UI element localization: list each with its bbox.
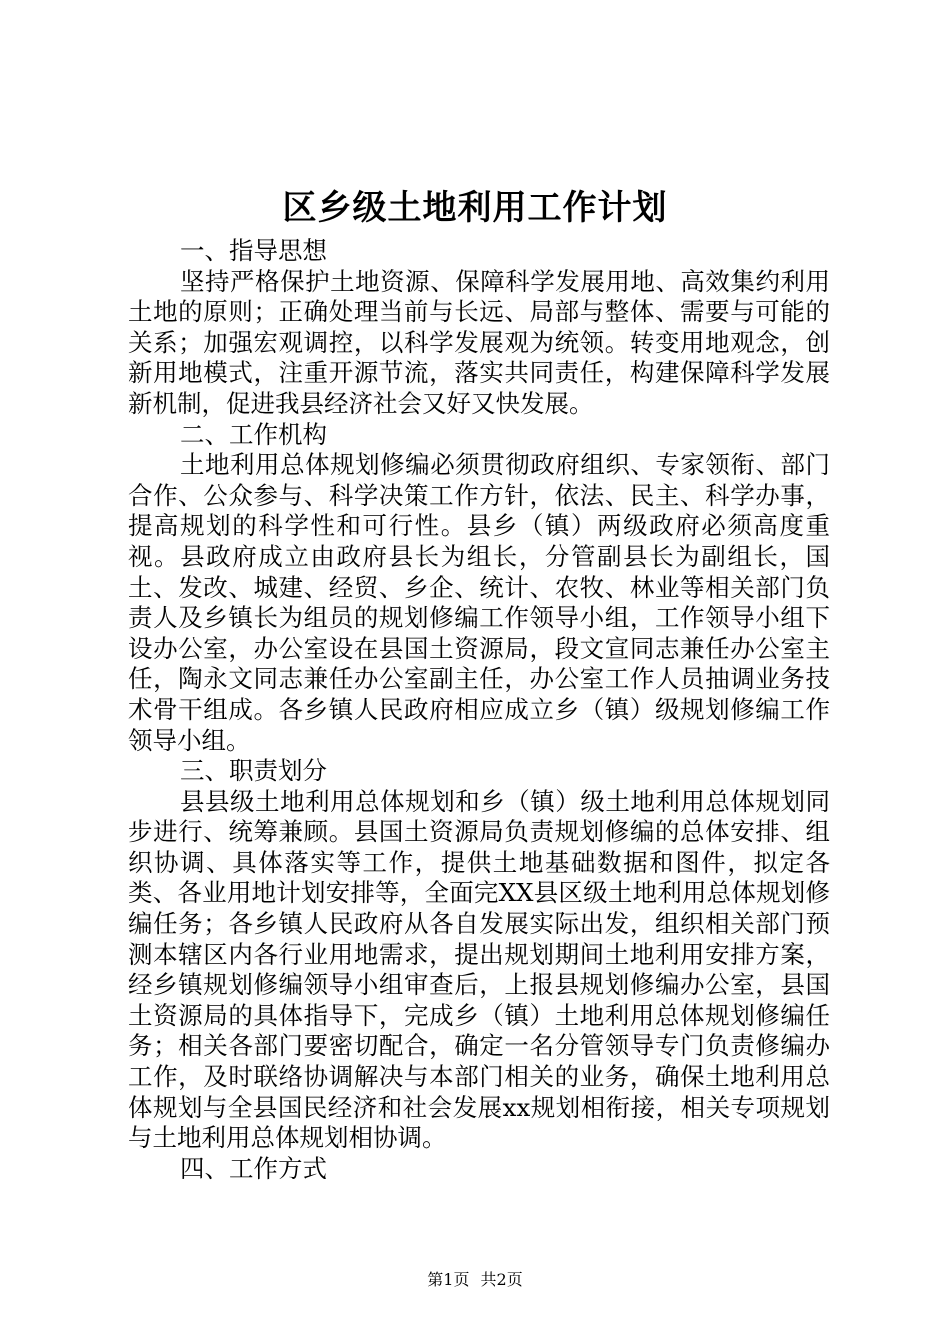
page-total: 共2页 — [480, 1270, 523, 1289]
section-heading-work-organization: 二、工作机构 — [180, 419, 327, 449]
section-body-guiding-ideology: 坚持严格保护土地资源、保障科学发展用地、高效集约利用土地的原则；正确处理当前与长远、局部与整体、需要与可能的关系；加强宏观调控，以科学发展观为统领。转变用地观念，创新用地模式，注重开源节流，落实共同责任，构建保障科学发展新机制，促进我县经济社会又好又快发展。 — [128, 266, 830, 418]
section-body-responsibilities: 县县级土地利用总体规划和乡（镇）级土地利用总体规划同步进行、统筹兼顾。县国土资源局负责规划修编的总体安排、组织协调、具体落实等工作，提供土地基础数据和图件，拟定各类、各业用地计划安排等，全面完XX县区级土地利用总体规划修编任务；各乡镇人民政府从各自发展实际出发，组织相关部门预测本辖区内各行业用地需求，提出规划期间土地利用安排方案，经乡镇规划修编领导小组审查后，上报县规划修编办公室，县国土资源局的具体指导下，完成乡（镇）土地利用总体规划修编任务；相关各部门要密切配合，确定一名分管领导专门负责修编办工作，及时联络协调解决与本部门相关的业务，确保土地利用总体规划与全县国民经济和社会发展xx规划相衔接，相关专项规划与土地利用总体规划相协调。 — [128, 786, 830, 1153]
page-footer — [0, 1270, 950, 1290]
page-number: 第1页 — [427, 1270, 470, 1289]
section-heading-guiding-ideology: 一、指导思想 — [180, 236, 327, 265]
section-body-work-organization: 土地利用总体规划修编必须贯彻政府组织、专家领衔、部门合作、公众参与、科学决策工作方针，依法、民主、科学办事，提高规划的科学性和可行性。县乡（镇）两级政府必须高度重视。县政府成立由政府县长为组长，分管副县长为副组长，国土、发改、城建、经贸、乡企、统计、农牧、林业等相关部门负责人及乡镇长为组员的规划修编工作领导小组，工作领导小组下设办公室，办公室设在县国土资源局，段文宣同志兼任办公室主任，陶永文同志兼任办公室副主任，办公室工作人员抽调业务技术骨干组成。各乡镇人民政府相应成立乡（镇）级规划修编工作领导小组。 — [128, 450, 830, 755]
document-body — [128, 236, 830, 1184]
section-heading-responsibilities: 三、职责划分 — [180, 756, 327, 786]
section-heading-work-methods: 四、工作方式 — [180, 1153, 327, 1183]
document-title: 区乡级土地利用工作计划 — [282, 188, 668, 228]
